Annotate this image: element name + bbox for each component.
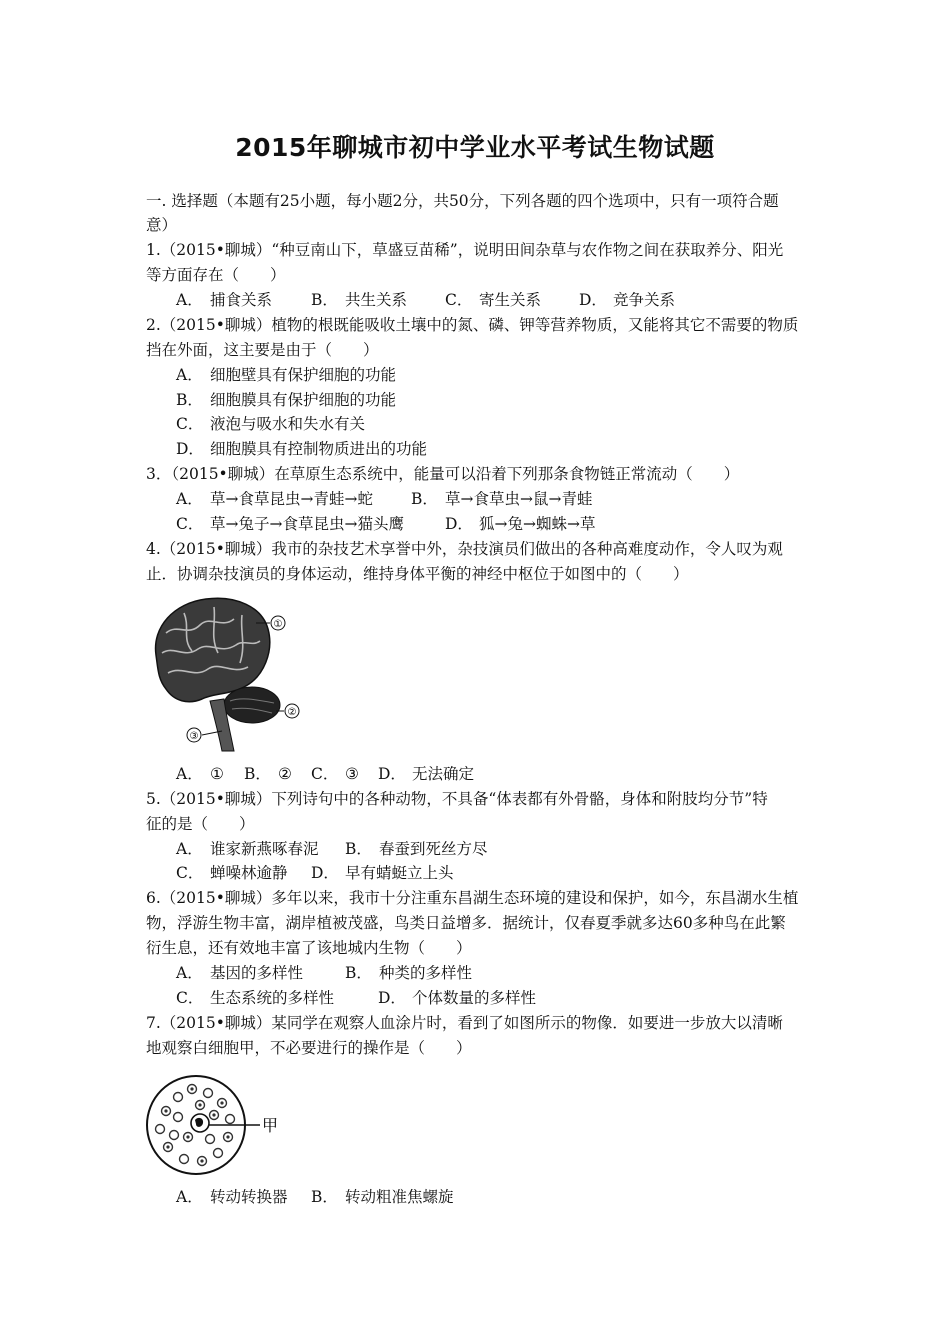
q1-option-a[interactable]: A． 捕食关系 [176,291,273,309]
q4-option-b[interactable]: B． ② [244,765,292,783]
question-1-stem: 1.（2015•聊城）“种豆南山下，草盛豆苗稀”，说明田间杂草与农作物之间在获取养分、阳光 [146,241,784,259]
q2-option-c[interactable]: C． 液泡与吸水和失水有关 [176,415,366,433]
q2-option-a[interactable]: A． 细胞壁具有保护细胞的功能 [176,366,397,384]
q3-option-a[interactable]: A． 草→食草昆虫→青蛙→蛇 [176,490,373,508]
q5-option-b[interactable]: B． 春蚕到死丝方尽 [345,840,488,858]
question-7-stem-cont: 地观察白细胞甲，不必要进行的操作是（ ） [146,1039,472,1057]
cerebellum-shape [224,687,280,723]
blood-smear-diagram [144,1073,284,1177]
q4-option-a[interactable]: A． ① [176,765,224,783]
q1-option-c[interactable]: C． 寄生关系 [445,291,542,309]
question-1-stem-cont: 等方面存在（ ） [146,266,286,284]
question-4-stem: 4.（2015•聊城）我市的杂技艺术享誉中外，杂技演员们做出的各种高难度动作，令人叹为观 [146,540,783,558]
q3-option-b[interactable]: B． 草→食草虫→鼠→青蛙 [411,490,593,508]
section-header: 一. 选择题（本题有25小题，每小题2分，共50分，下列各题的四个选项中，只有一项符合题 [146,192,779,210]
question-6-stem-cont2: 衍生息，还有效地丰富了该地城内生物（ ） [146,939,472,957]
page-title: 2015年聊城市初中学业水平考试生物试题 [235,133,715,162]
q1-option-b[interactable]: B． 共生关系 [311,291,408,309]
section-header-cont: 意） [146,216,178,234]
q6-option-a[interactable]: A． 基因的多样性 [176,964,304,982]
q2-option-d[interactable]: D． 细胞膜具有控制物质进出的功能 [176,440,428,458]
label-2: ② [287,707,297,718]
q5-option-d[interactable]: D． 早有蜻蜓立上头 [311,864,454,882]
question-5-stem: 5.（2015•聊城）下列诗句中的各种动物，不具备“体表都有外骨骼，身体和附肢均分节”特 [146,790,768,808]
q3-option-d[interactable]: D． 狐→兔→蜘蛛→草 [445,515,596,533]
question-6-stem-cont: 物，浮游生物丰富，湖岸植被茂盛，鸟类日益增多．据统计，仅春夏季就多达60多种鸟在此繁 [146,914,786,932]
q7-option-a[interactable]: A． 转动转换器 [176,1188,288,1206]
question-3-stem: 3．（2015•聊城）在草原生态系统中，能量可以沿着下列那条食物链正常流动（ ） [146,465,740,483]
brain-diagram [144,593,304,753]
question-4-stem-cont: 止．协调杂技演员的身体运动，维持身体平衡的神经中枢位于如图中的（ ） [146,565,689,583]
q2-option-b[interactable]: B． 细胞膜具有保护细胞的功能 [176,391,397,409]
question-7-stem: 7.（2015•聊城）某同学在观察人血涂片时，看到了如图所示的物像．如要进一步放大以清晰 [146,1014,783,1032]
q5-option-c[interactable]: C． 蝉噪林逾静 [176,864,288,882]
q1-option-d[interactable]: D． 竞争关系 [579,291,676,309]
q6-option-b[interactable]: B． 种类的多样性 [345,964,473,982]
cerebrum-shape [156,598,270,702]
q5-option-a[interactable]: A． 谁家新燕啄春泥 [176,840,319,858]
question-2-stem-cont: 挡在外面，这主要是由于（ ） [146,341,379,359]
q6-option-c[interactable]: C． 生态系统的多样性 [176,989,335,1007]
question-6-stem: 6.（2015•聊城）多年以来，我市十分注重东昌湖生态环境的建设和保护，如今，东昌湖水生植 [146,889,799,907]
label-jia: 甲 [262,1116,279,1135]
q6-option-d[interactable]: D． 个体数量的多样性 [378,989,537,1007]
q7-option-b[interactable]: B． 转动粗准焦螺旋 [311,1188,454,1206]
label-3: ③ [189,731,199,742]
q4-option-c[interactable]: C． ③ [311,765,359,783]
q4-option-d[interactable]: D． 无法确定 [378,765,475,783]
question-2-stem: 2.（2015•聊城）植物的根既能吸收土壤中的氮、磷、钾等营养物质，又能将其它不需要的物质 [146,316,799,334]
q3-option-c[interactable]: C． 草→兔子→食草昆虫→猫头鹰 [176,515,404,533]
question-5-stem-cont: 征的是（ ） [146,815,255,833]
label-1: ① [273,619,283,630]
